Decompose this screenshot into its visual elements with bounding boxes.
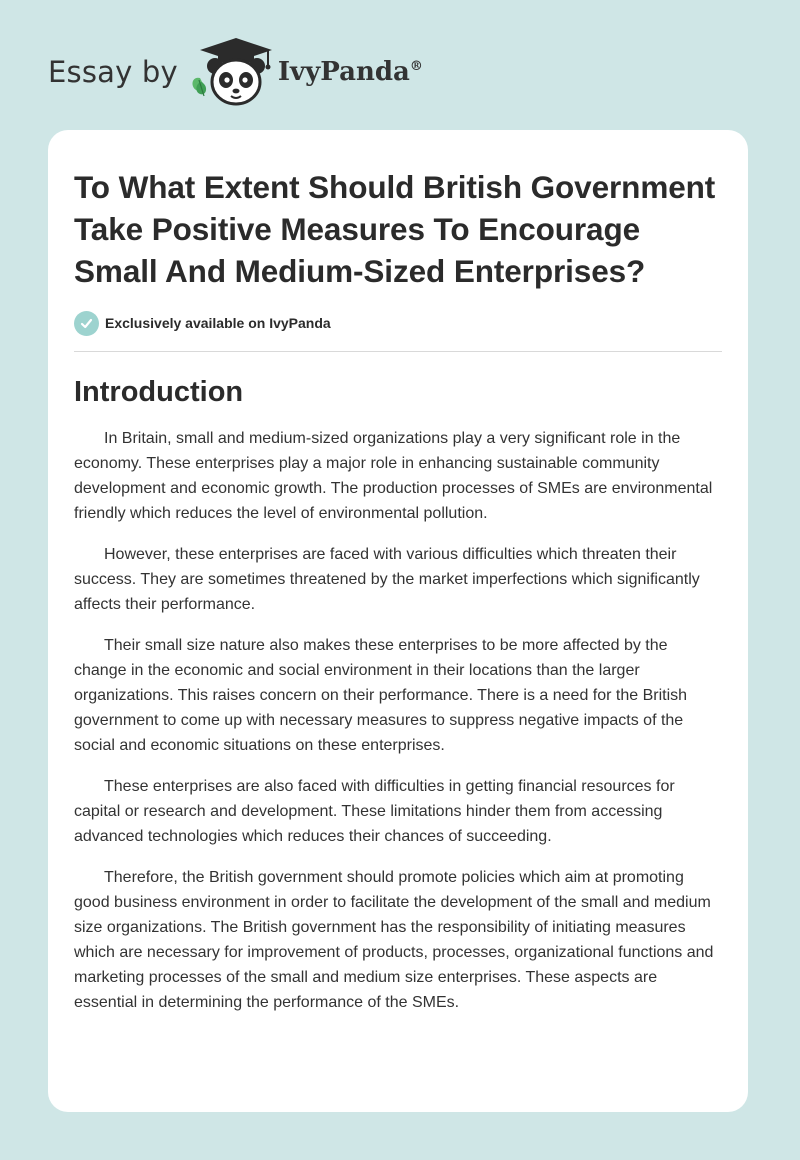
paragraph: In Britain, small and medium-sized organizations play a very significant role in the economy. These enterprises play a major role in enhancing sustainable community development and economic growth. The production processes of SMEs are environmental friendly which reduces the level of environmental pollution. xyxy=(74,430,713,522)
essay-body xyxy=(74,426,722,1015)
section-heading-introduction: Introduction xyxy=(74,376,244,408)
paragraph: Their small size nature also makes these enterprises to be more affected by the change in the economic and social environment in their locations than the larger organizations. This raises concern on their performance. There is a need for the British government to come up with necessary measures to suppress negative impacts of the social and economic situations on these enterprises. xyxy=(74,637,688,754)
paragraph: Therefore, the British government should promote policies which aim at promoting good business environment in order to facilitate the development of the small and medium size organizations. The British government has the responsibility of initiating measures which are necessary for improvement of products, processes, organizational functions and marketing processes of the small and medium size enterprises. These aspects are essential in determining the performance of the SMEs. xyxy=(74,869,714,1011)
exclusive-badge-label: Exclusively available on IvyPanda xyxy=(105,315,331,331)
site-header xyxy=(48,36,423,108)
checkmark-circle-icon xyxy=(74,311,99,336)
essay-title: To What Extent Should British Government Take Positive Measures To Encourage Small And Medium-Sized Enterprises? xyxy=(74,169,716,289)
brand-name[interactable]: IvyPanda® xyxy=(277,57,423,87)
paragraph: These enterprises are also faced with difficulties in getting financial resources for capital or research and development. These limitations hinder them from accessing advanced technologies which reduces their chances of succeeding. xyxy=(74,778,675,845)
panda-logo-icon[interactable] xyxy=(188,36,274,108)
registered-mark: ® xyxy=(409,59,423,74)
divider xyxy=(74,351,722,352)
paragraph: However, these enterprises are faced with various difficulties which threaten their success. They are sometimes threatened by the market imperfections which significantly affects their performance. xyxy=(74,546,700,613)
exclusive-badge xyxy=(74,310,722,336)
essay-card xyxy=(48,130,748,1112)
essay-by-label: Essay by xyxy=(48,55,178,89)
